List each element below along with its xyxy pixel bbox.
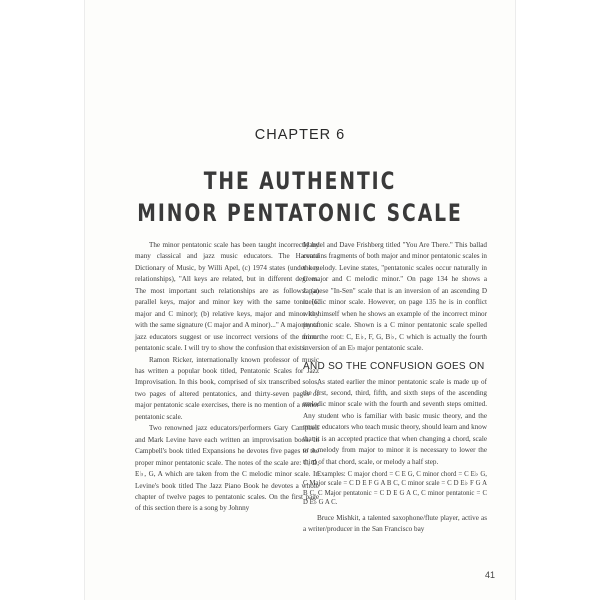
book-page bbox=[85, 0, 515, 600]
chapter-title-line-1: THE AUTHENTIC bbox=[203, 167, 397, 195]
chapter-label: CHAPTER 6 bbox=[254, 127, 346, 143]
left-paragraph-2: Ramon Ricker, internationally known professor of music has written a popular book titled, Pentatonic Scales for Jazz Improvisation. In this book, comprised of six transcribed solos, two pages of altered pentatonics, and thirty-seven pages of major pentatonic scale exercises, there is no mention of a minor pentatonic scale. bbox=[135, 355, 319, 421]
right-paragraph-examples: Examples: C major chord = C E G, C minor chord = C E♭ G, C Major scale = C D E F G A B C, C minor scale = C D E♭ F G A B C, C Major pentatonic = C D E G A C, C minor pentatonic = C D E♭ G A C. bbox=[303, 471, 487, 506]
section-heading: AND SO THE CONFUSION GOES ON bbox=[303, 360, 485, 372]
right-paragraph-1: Mandel and Dave Frishberg titled "You Are There." This ballad contains fragments of both major and minor pentatonic scales in the melody. Levine states, "pentatonic scales occur naturally in C major and C melodic minor." On page 134 he shows a Japanese "In-Sen" scale that is an inversion of an ascending D melodic minor scale. However, on page 135 he is in conflict with himself when he shows an example of the incorrect minor pentatonic scale. Shown is a C minor pentatonic scale spelled from the root: C, E♭, F, G, B♭, C which is actually the fourth inversion of an E♭ major pentatonic scale. bbox=[303, 241, 487, 353]
right-paragraph-2: As stated earlier the minor pentatonic scale is made up of the first, second, third, fifth, and sixth steps of the ascending melodic minor scale with the fourth and seventh steps omitted. Any student who is familiar with basic music theory, and the music educators who teach music theory, should learn and know that it is an accepted practice that when changing a chord, scale or a melody from major to minor it is necessary to lower the third of that chord, scale, or melody a half step. bbox=[303, 377, 487, 466]
left-paragraph-1: The minor pentatonic scale has been taught incorrectly by many classical and jazz music educators. The Harvard Dictionary of Music, by Willi Apel, (c) 1974 states (under key relationships), "All keys are related, but in different degrees. The most important such relationships are as follows: (a) parallel keys, major and minor key with the same tonic (C major and C minor); (b) relative keys, major and minor key with the same signature (C major and A minor)..." A majority of jazz educators suggest or use incorrect versions of the minor pentatonic scale. I will try to show the confusion that exists. bbox=[135, 241, 319, 353]
left-column bbox=[135, 240, 319, 515]
right-paragraph-4: Bruce Mishkit, a talented saxophone/flute player, active as a writer/producer in the San Francisco bay bbox=[303, 513, 487, 534]
left-paragraph-3: Two renowned jazz educators/performers Gary Campbell and Mark Levine have each written an improvisation book. In Campbell's book titled Expansions he devotes five pages to the proper minor pentatonic scale. The notes of the scale are: C, D, E♭, G, A which are taken from the C melodic minor scale. In Levine's book titled The Jazz Piano Book he devotes a whole chapter of twelve pages to pentatonic scales. On the first page of this section there is a song by Johnny bbox=[135, 424, 319, 513]
chapter-title-line-2: MINOR PENTATONIC SCALE bbox=[137, 199, 463, 227]
page-number: 41 bbox=[485, 570, 496, 580]
right-column bbox=[303, 240, 487, 536]
